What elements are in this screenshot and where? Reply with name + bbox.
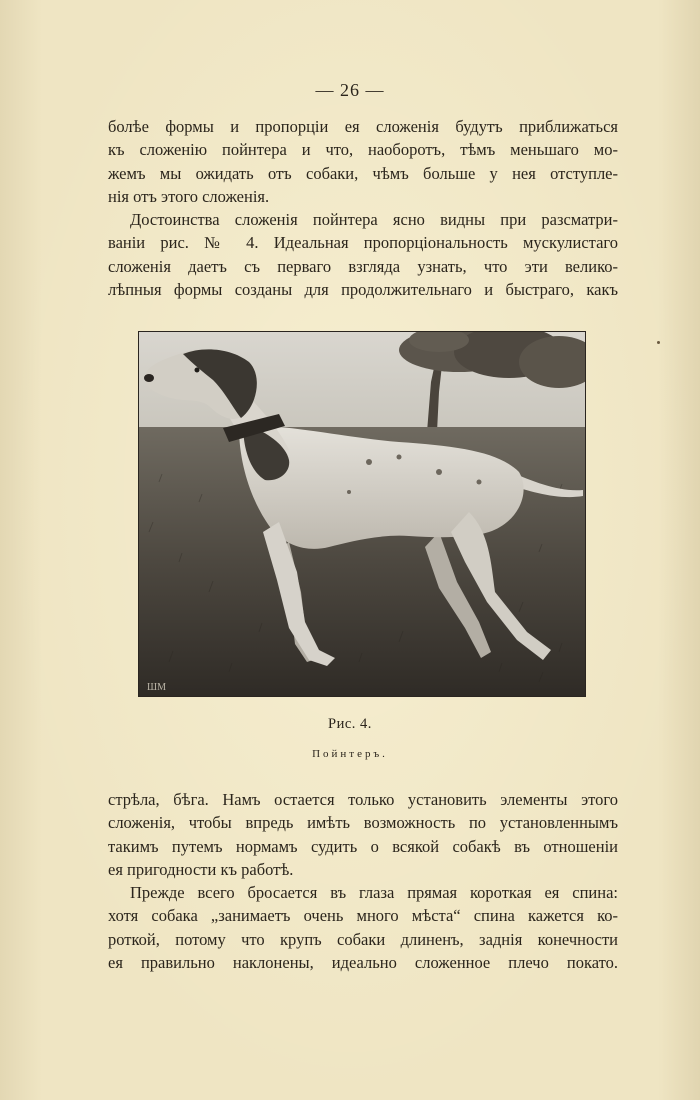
text-line: сложенія, чтобы впредь имѣть возможность по установленнымъ	[108, 813, 618, 833]
engraver-mark: ШМ	[147, 682, 166, 693]
text-block-top	[108, 115, 618, 301]
text-line: сложенія даетъ съ перваго взгляда узнать, что эти велико-	[108, 256, 618, 276]
page-number: — 26 —	[315, 80, 385, 100]
text-line: нія отъ этого сложенія.	[108, 186, 270, 206]
figure-title: Пойнтеръ.	[312, 748, 388, 760]
figure-pointer-photo	[138, 331, 586, 697]
text-line: хотя собака „занимаетъ очень много мѣста“ спина кажется ко-	[108, 906, 618, 926]
paragraph-start-line: Достоинства сложенія пойнтера ясно видны при разсматри-	[130, 210, 618, 230]
text-line: лѣпныя формы созданы для продолжительнаго и быстраго, какъ	[108, 280, 618, 300]
text-block-bottom	[108, 788, 618, 974]
text-line: болѣе формы и пропорціи ея сложенія будутъ приближаться	[108, 117, 618, 136]
text-line: ея пригодности къ работѣ.	[108, 859, 294, 879]
text-line: ея правильно наклонены, идеально сложенное плечо покато.	[108, 953, 618, 973]
figure-number: Рис. 4.	[328, 716, 372, 732]
text-line: стрѣла, бѣга. Намъ остается только установить элементы этого	[108, 790, 618, 809]
paragraph-start-line: Прежде всего бросается въ глаза прямая короткая ея спина:	[130, 883, 618, 903]
pointer-dog-illustration	[139, 332, 585, 696]
text-line: жемъ мы ожидать отъ собаки, чѣмъ больше у нея отступле-	[108, 163, 618, 183]
text-line: ваніи рис. № 4. Идеальная пропорціональность мускулистаго	[108, 233, 618, 253]
text-line: такимъ путемъ нормамъ судить о всякой собакѣ въ отношеніи	[108, 836, 618, 856]
text-line: къ сложенію пойнтера и что, наоборотъ, тѣмъ меньшаго мо-	[108, 140, 618, 160]
paper-speck	[657, 341, 660, 344]
text-line: роткой, потому что крупъ собаки длиненъ, заднія конечности	[108, 929, 618, 949]
